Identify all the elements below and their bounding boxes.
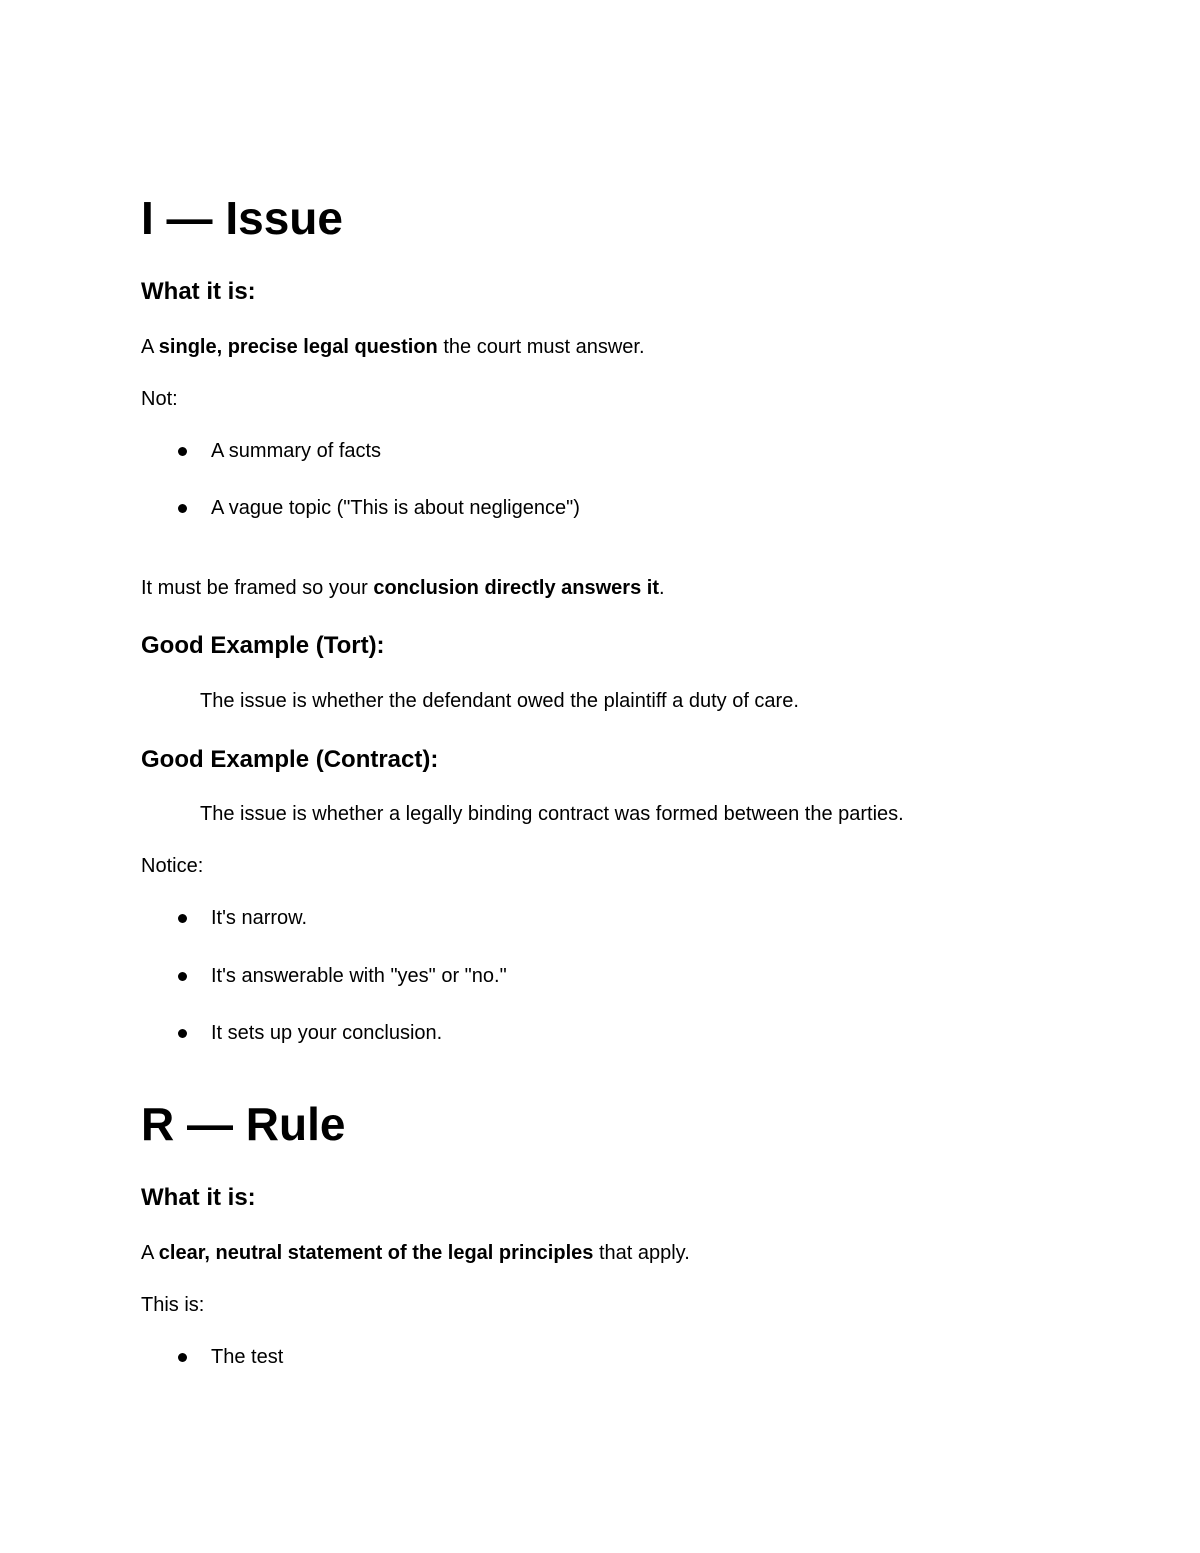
rule-heading: R — Rule xyxy=(141,1098,346,1150)
issue-definition-bold: single, precise legal question xyxy=(158,336,438,358)
issue-framed-bold: conclusion directly answers it xyxy=(373,577,659,599)
issue-definition-pre: A xyxy=(141,336,159,358)
notice-label: Notice: xyxy=(141,855,204,877)
issue-framed-paragraph xyxy=(141,578,665,598)
not-label: Not: xyxy=(141,388,178,410)
notice-item-3: It sets up your conclusion. xyxy=(211,1022,443,1044)
rule-what-heading: What it is: xyxy=(141,1184,256,1211)
bullet-icon xyxy=(178,1353,187,1362)
bullet-icon xyxy=(178,447,187,456)
notice-item-2: It's answerable with "yes" or "no." xyxy=(211,965,507,987)
issue-framed-post: . xyxy=(658,577,665,599)
rule-definition xyxy=(141,1243,690,1263)
contract-example-heading: Good Example (Contract): xyxy=(141,746,439,773)
rule-definition-post: that apply. xyxy=(593,1242,690,1264)
contract-example-text: The issue is whether a legally binding contract was formed between the parties. xyxy=(200,803,904,825)
issue-definition xyxy=(141,337,645,357)
bullet-icon xyxy=(178,972,187,981)
bullet-icon xyxy=(178,914,187,923)
not-item-1: A summary of facts xyxy=(211,440,382,462)
notice-item-1: It's narrow. xyxy=(211,907,308,929)
bullet-icon xyxy=(178,504,187,513)
issue-framed-pre: It must be framed so your xyxy=(141,577,374,599)
tort-example-text: The issue is whether the defendant owed the plaintiff a duty of care. xyxy=(200,690,799,712)
issue-heading: I — Issue xyxy=(141,192,343,244)
not-item-2: A vague topic ("This is about negligence") xyxy=(211,497,580,519)
tort-example-heading: Good Example (Tort): xyxy=(141,632,385,659)
rule-definition-bold: clear, neutral statement of the legal principles xyxy=(158,1242,594,1264)
rule-definition-pre: A xyxy=(141,1242,159,1264)
issue-what-heading: What it is: xyxy=(141,278,256,305)
bullet-icon xyxy=(178,1029,187,1038)
issue-definition-post: the court must answer. xyxy=(437,336,645,358)
this-is-label: This is: xyxy=(141,1294,205,1316)
this-is-item-1: The test xyxy=(211,1346,284,1368)
